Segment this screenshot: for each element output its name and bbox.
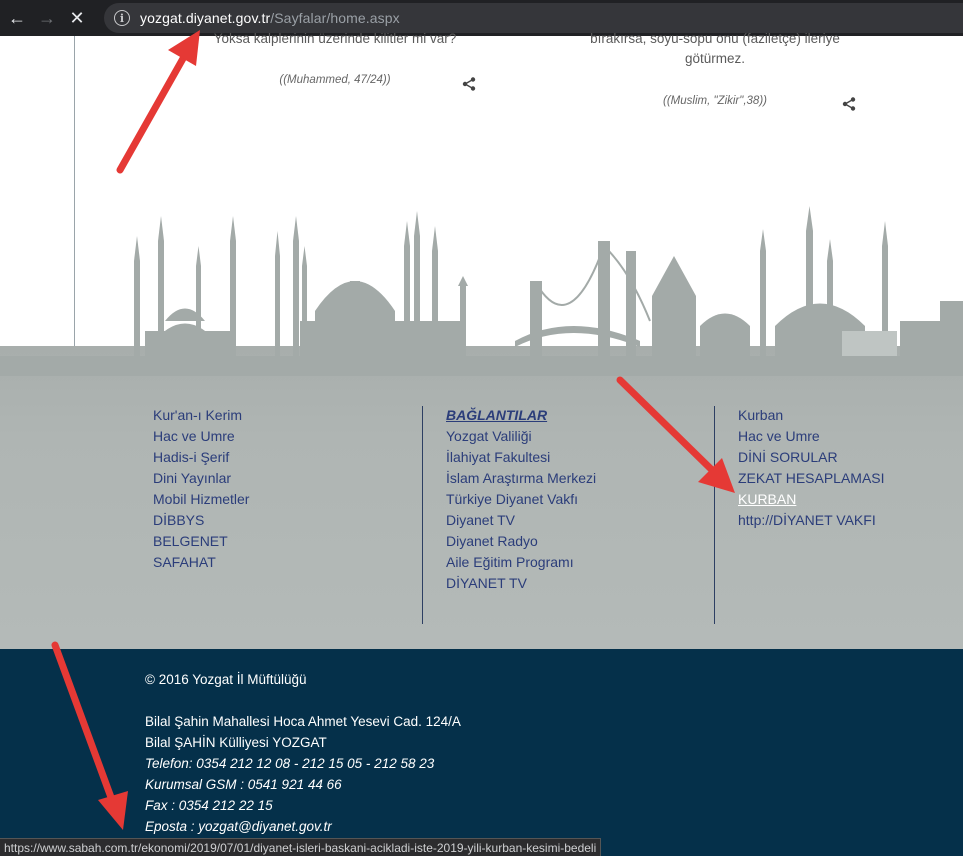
footer-link-valilik[interactable]: Yozgat Valiliği <box>446 428 532 444</box>
footer-link-kurban-hovered[interactable]: KURBAN <box>738 491 797 507</box>
footer-link-dibbys[interactable]: DİBBYS <box>153 512 205 528</box>
quote-text: Yoksa kalplerinin üzerinde kilitler mi var? <box>213 31 457 46</box>
column-divider <box>714 406 715 624</box>
istanbul-skyline-image <box>0 201 963 401</box>
address-bar[interactable] <box>104 3 963 33</box>
address-line-2: Bilal ŞAHİN Külliyesi YOZGAT <box>145 735 327 750</box>
address-url[interactable] <box>140 10 400 26</box>
quote-source: ((Muhammed, 47/24)) <box>279 74 391 86</box>
url-path: /Sayfalar/home.aspx <box>270 10 400 26</box>
footer-link-mobil[interactable]: Mobil Hizmetler <box>153 491 250 507</box>
footer-link-belgenet[interactable]: BELGENET <box>153 533 228 549</box>
footer-link-hac-ve-umre[interactable]: Hac ve Umre <box>738 428 820 444</box>
footer-links-col-3 <box>738 405 885 531</box>
footer-link-diyanet-vakfi[interactable]: http://DİYANET VAKFI <box>738 512 876 528</box>
quote-text-line1: bırakırsa, soyu-sopu onu (faziletçe) ileriye <box>590 31 840 46</box>
link-status-bar: https://www.sabah.com.tr/ekonomi/2019/07/01/diyanet-isleri-baskani-acikladi-iste-2019-yili-kurban-kesimi-bedeli <box>0 838 601 856</box>
forward-icon[interactable]: → <box>38 7 56 28</box>
footer-link-zekat[interactable]: ZEKAT HESAPLAMASI <box>738 470 885 486</box>
footer-link-hadis[interactable]: Hadis-i Şerif <box>153 449 230 465</box>
quote-card-2 <box>560 31 870 66</box>
footer-link-kurban[interactable]: Kurban <box>738 407 784 423</box>
quote-source: ((Muslim, "Zikir",38)) <box>663 95 767 107</box>
stop-loading-icon[interactable]: ✕ <box>69 7 85 28</box>
footer-links-col-2 <box>446 405 596 594</box>
quote-card-1 <box>180 31 490 46</box>
footer-link-diyanet-tv-2[interactable]: DİYANET TV <box>446 575 527 591</box>
footer-heading-baglantilar[interactable]: BAĞLANTILAR <box>446 407 548 423</box>
footer-link-hac-umre[interactable]: Hac ve Umre <box>153 428 235 444</box>
fax-text: Fax : 0354 212 22 15 <box>145 798 273 813</box>
footer-link-ilahiyat[interactable]: İlahiyat Fakultesi <box>446 449 551 465</box>
quote-text-line2: götürmez. <box>684 51 746 66</box>
footer-link-aile-egitim[interactable]: Aile Eğitim Programı <box>446 554 574 570</box>
page-content <box>0 31 963 856</box>
contact-footer <box>0 649 963 856</box>
column-divider <box>422 406 423 624</box>
email-text: Eposta : yozgat@diyanet.gov.tr <box>145 819 332 834</box>
footer-link-diyanet-tv[interactable]: Diyanet TV <box>446 512 515 528</box>
copyright-text: © 2016 Yozgat İl Müftülüğü <box>145 672 307 687</box>
footer-link-islam-arastirma[interactable]: İslam Araştırma Merkezi <box>446 470 597 486</box>
footer-link-dini-yayinlar[interactable]: Dini Yayınlar <box>153 470 232 486</box>
address-line-1: Bilal Şahin Mahallesi Hoca Ahmet Yesevi Cad. 124/A <box>145 714 461 729</box>
footer-link-safahat[interactable]: SAFAHAT <box>153 554 216 570</box>
footer-links-col-1 <box>153 405 249 573</box>
share-icon[interactable] <box>462 77 476 91</box>
gsm-text: Kurumsal GSM : 0541 921 44 66 <box>145 777 342 792</box>
footer-link-kuran[interactable]: Kur'an-ı Kerim <box>153 407 243 423</box>
phone-text: Telefon: 0354 212 12 08 - 212 15 05 - 212 58 23 <box>145 756 435 771</box>
back-icon[interactable]: ← <box>8 7 26 28</box>
footer-link-dini-sorular[interactable]: DİNİ SORULAR <box>738 449 838 465</box>
footer-link-tdv[interactable]: Türkiye Diyanet Vakfı <box>446 491 579 507</box>
footer-link-diyanet-radyo[interactable]: Diyanet Radyo <box>446 533 538 549</box>
share-icon[interactable] <box>842 97 856 111</box>
url-host: yozgat.diyanet.gov.tr <box>140 10 271 26</box>
site-info-icon[interactable]: i <box>114 10 130 26</box>
